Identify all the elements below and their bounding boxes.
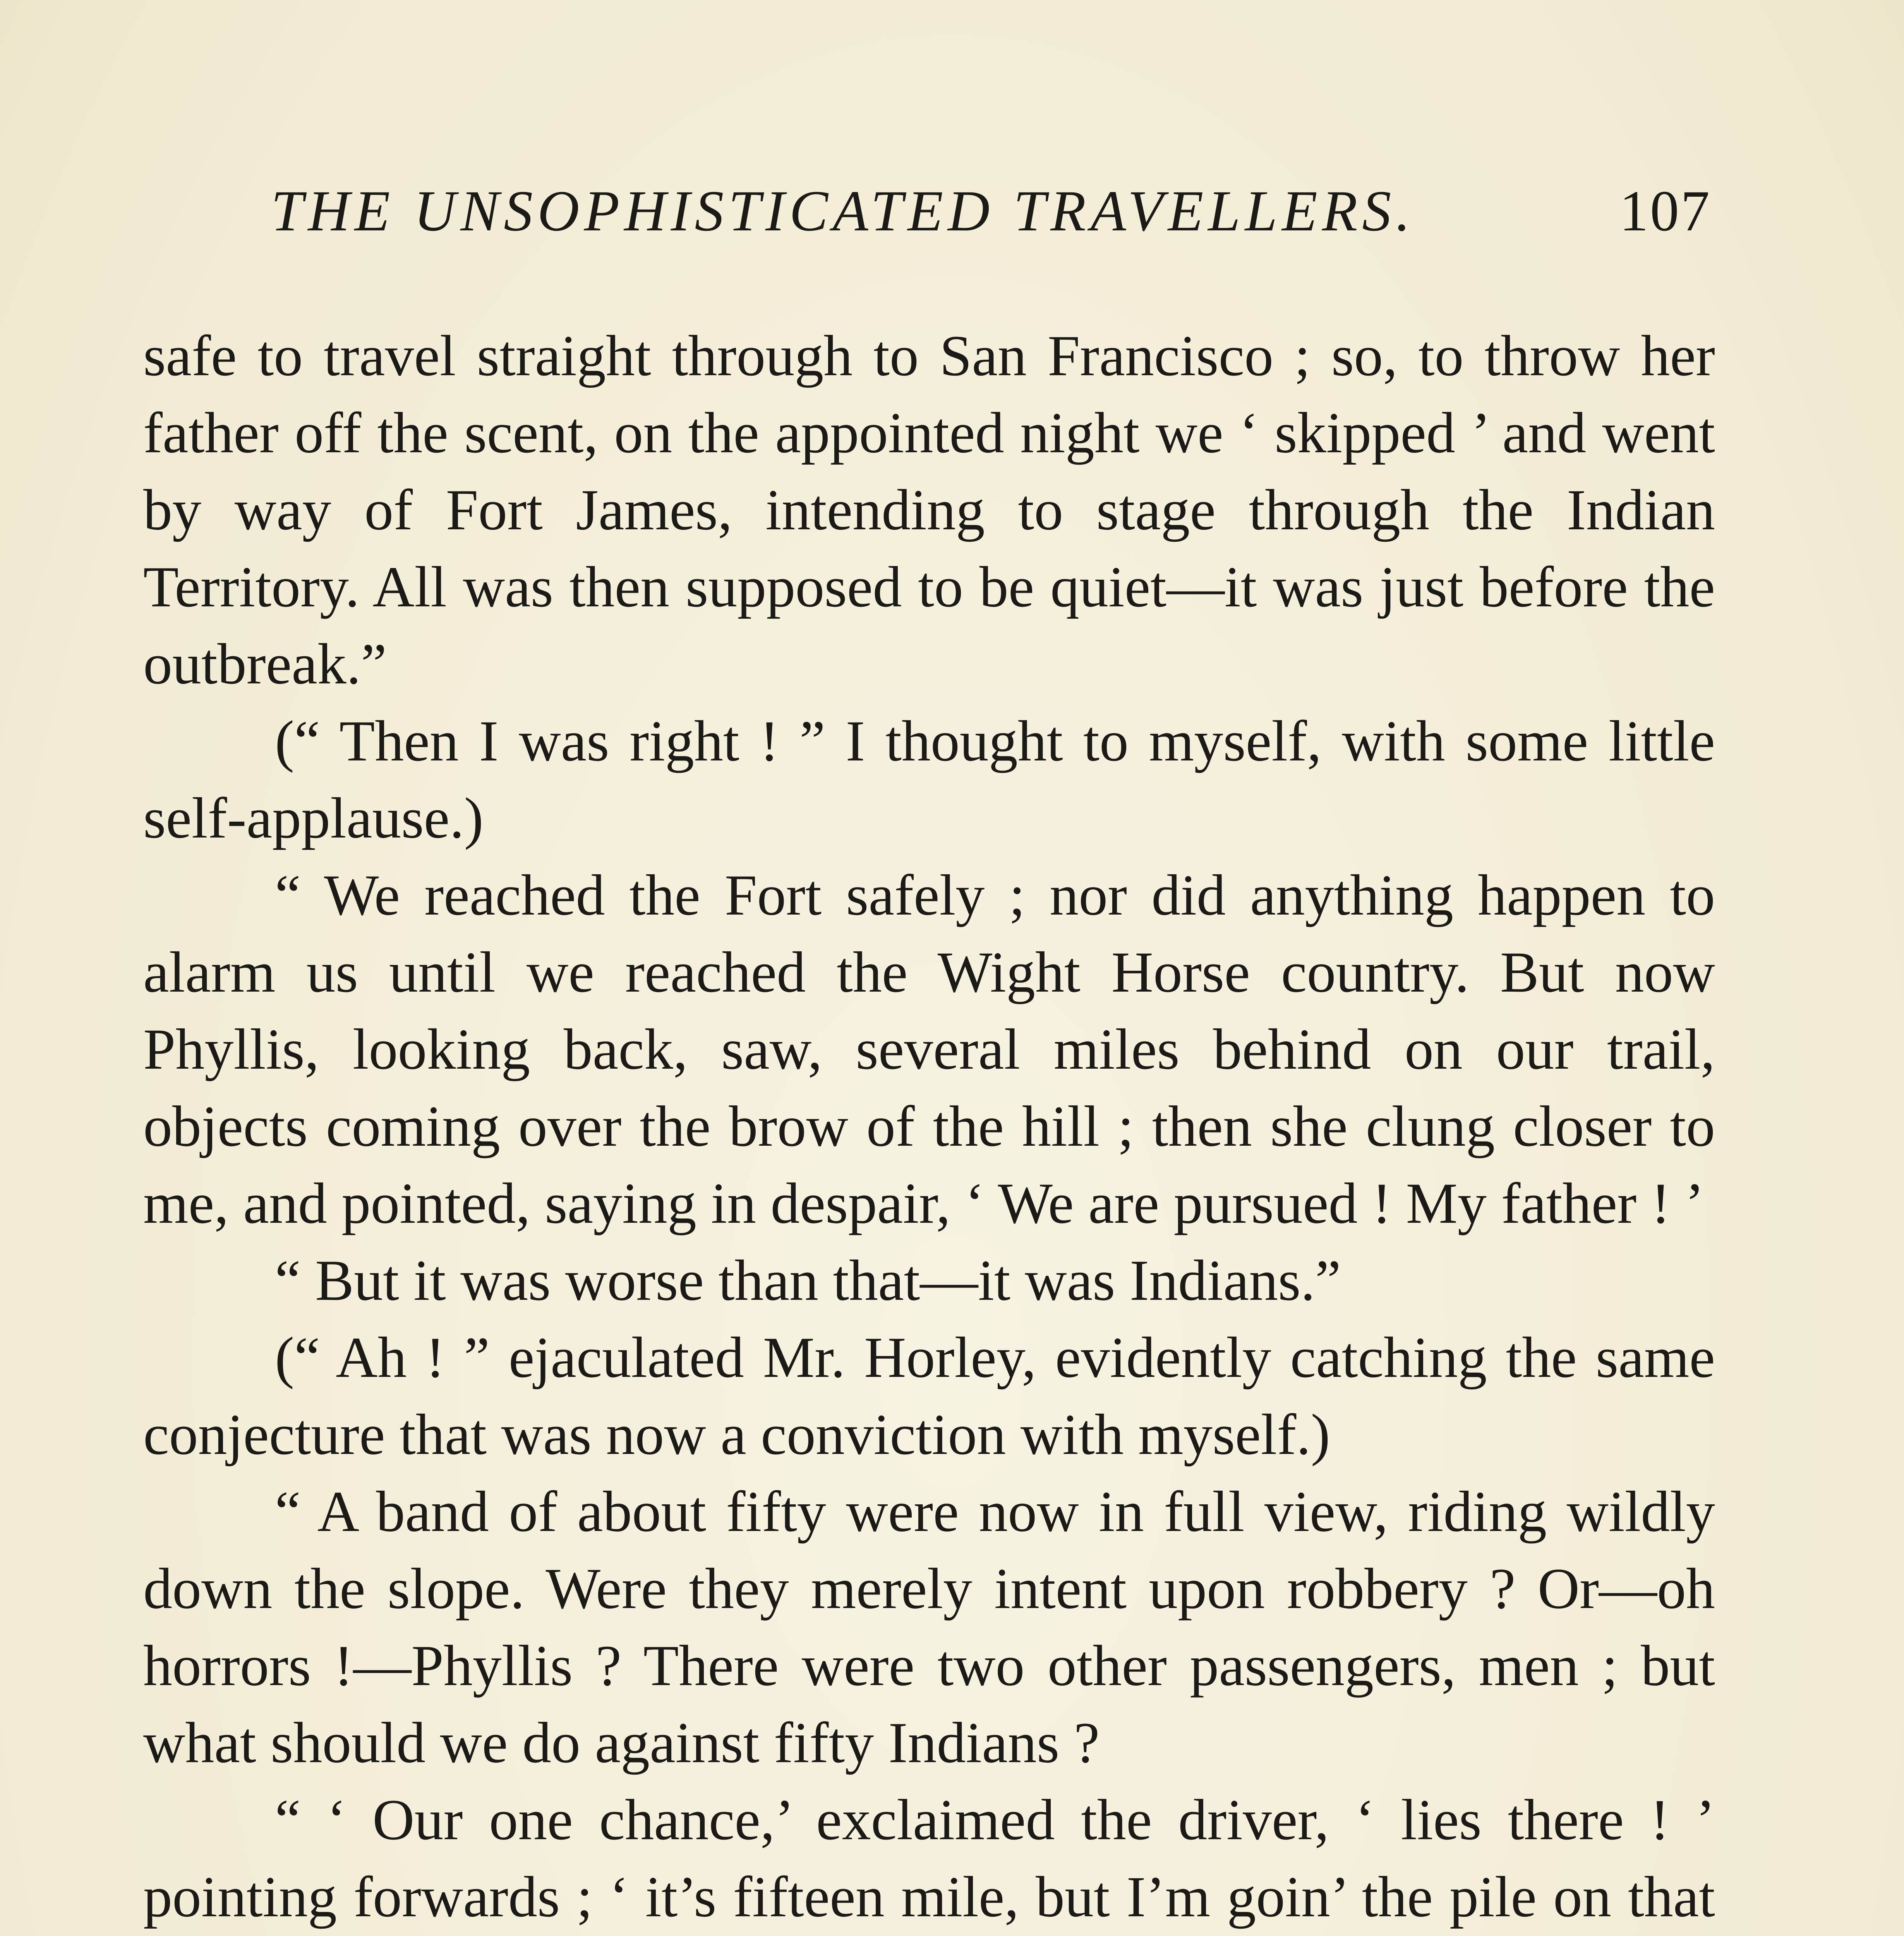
running-head (271, 179, 1711, 243)
paragraph: (“ Then I was right ! ” I thought to myself, with some little self-applause.) (143, 709, 1715, 850)
paragraph: “ A band of about fifty were now in full view, riding wildly down the slope. Were they merely intent upon robbery ? Or—oh horrors !—Phyllis ? There were two other passengers, men ; but what should we do against fifty Indians ? (143, 1479, 1715, 1775)
chapter-title: THE UNSOPHISTICATED TRAVELLERS. (271, 179, 1415, 243)
paragraph: “ But it was worse than that—it was Indians.” (275, 1248, 1341, 1313)
paragraph: “ We reached the Fort safely ; nor did anything happen to alarm us until we reached the Wight Horse country. But now Phyllis, looking back, saw, several miles behind on our trail, objects coming over the brow of the hill ; then she clung closer to me, and pointed, saying in despair, ‘ We are pursued ! My father ! ’ (143, 863, 1715, 1236)
paragraph: safe to travel straight through to San Francisco ; so, to throw her father off the scent, on the appointed night we ‘ skipped ’ and went by way of Fort James, intending to stage through the Indian Territory. All was then supposed to be quiet—it was just before the outbreak.” (143, 324, 1715, 696)
page-number: 107 (1619, 179, 1711, 243)
paragraph: (“ Ah ! ” ejaculated Mr. Horley, evidently catching the same conjecture that was now a conviction with myself.) (143, 1325, 1715, 1467)
body-text (143, 318, 1715, 1936)
paragraph: “ ‘ Our one chance,’ exclaimed the driver, ‘ lies there ! ’ pointing forwards ; ‘ it’s fifteen mile, but I’m goin’ the pile on that (143, 1788, 1715, 1929)
